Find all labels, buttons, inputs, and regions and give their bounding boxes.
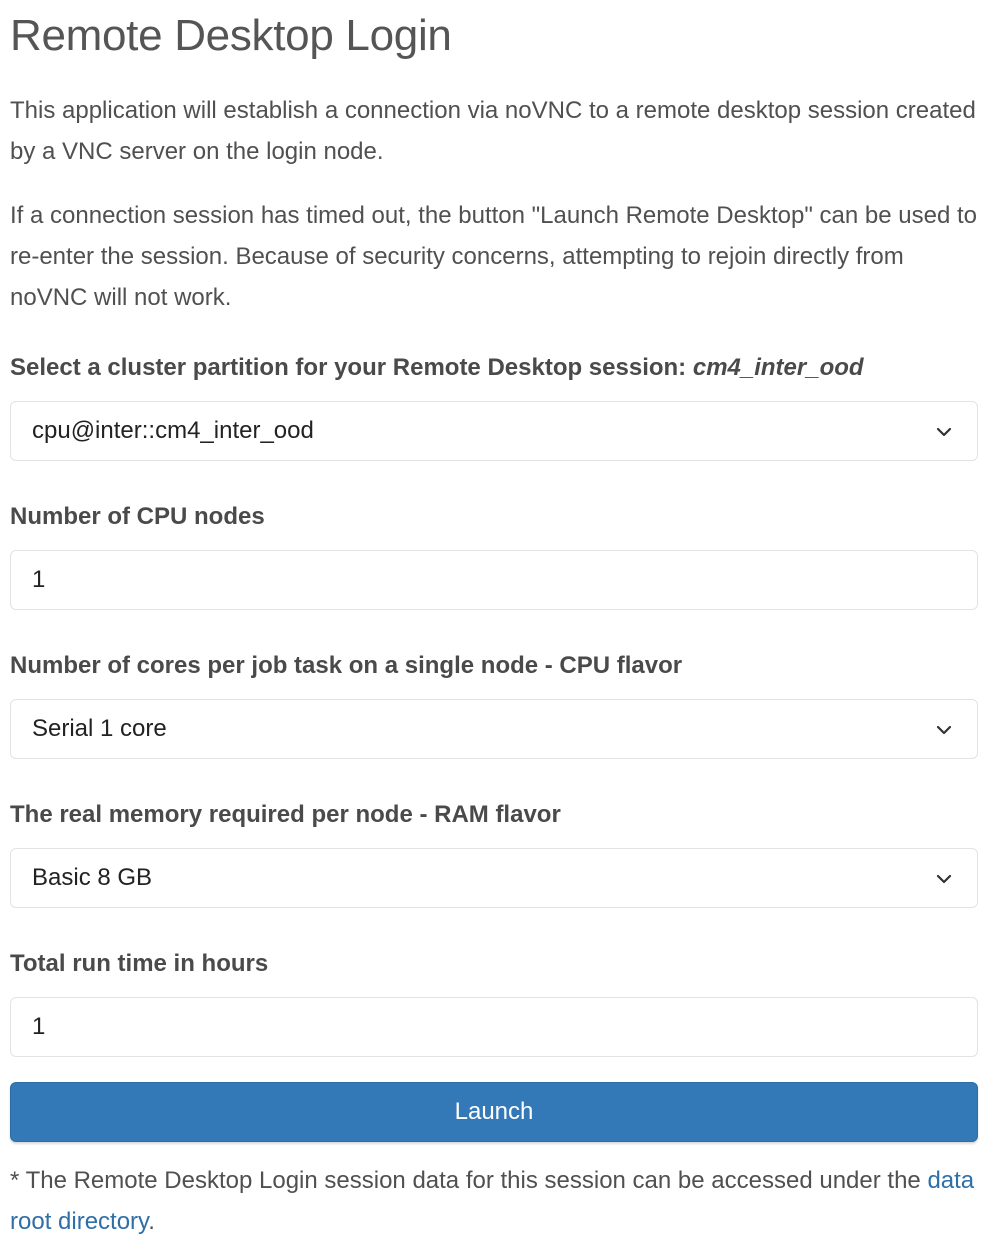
footnote-text-end: . <box>148 1208 155 1235</box>
intro-paragraph-1: This application will establish a connection via noVNC to a remote desktop session created by a VNC server on the login node. <box>10 97 976 165</box>
data-root-directory-link[interactable]: data root directory <box>10 1167 975 1235</box>
page-title: Remote Desktop Login <box>10 11 452 60</box>
memory-select[interactable] <box>10 848 978 908</box>
cpu-nodes-value: 1 <box>32 566 46 593</box>
runtime-input[interactable] <box>10 997 978 1057</box>
cores-select[interactable] <box>10 699 978 759</box>
memory-label: The real memory required per node - RAM flavor <box>10 801 561 828</box>
chevron-down-icon <box>935 721 953 739</box>
intro-paragraph-2: If a connection session has timed out, the button "Launch Remote Desktop" can be used to re-enter the session. Because of security concerns, attempting to rejoin directly from noVNC will not work. <box>10 202 977 311</box>
partition-label <box>10 352 978 384</box>
partition-select-value: cpu@inter::cm4_inter_ood <box>32 417 314 444</box>
cpu-nodes-input[interactable] <box>10 550 978 610</box>
partition-label-emphasis: cm4_inter_ood <box>692 354 864 381</box>
launch-button[interactable]: Launch <box>10 1082 978 1142</box>
runtime-label: Total run time in hours <box>10 950 269 977</box>
footnote-text: * The Remote Desktop Login session data for this session can be accessed under the <box>10 1167 928 1194</box>
chevron-down-icon <box>935 423 953 441</box>
cores-select-value: Serial 1 core <box>32 715 167 742</box>
footnote <box>10 1160 978 1242</box>
memory-select-value: Basic 8 GB <box>32 864 153 891</box>
cores-label: Number of cores per job task on a single node - CPU flavor <box>10 652 683 679</box>
chevron-down-icon <box>935 870 953 888</box>
partition-label-text: Select a cluster partition for your Remote Desktop session: <box>10 354 693 381</box>
cpu-nodes-label: Number of CPU nodes <box>10 503 265 530</box>
partition-select[interactable] <box>10 401 978 461</box>
runtime-value: 1 <box>32 1013 46 1040</box>
